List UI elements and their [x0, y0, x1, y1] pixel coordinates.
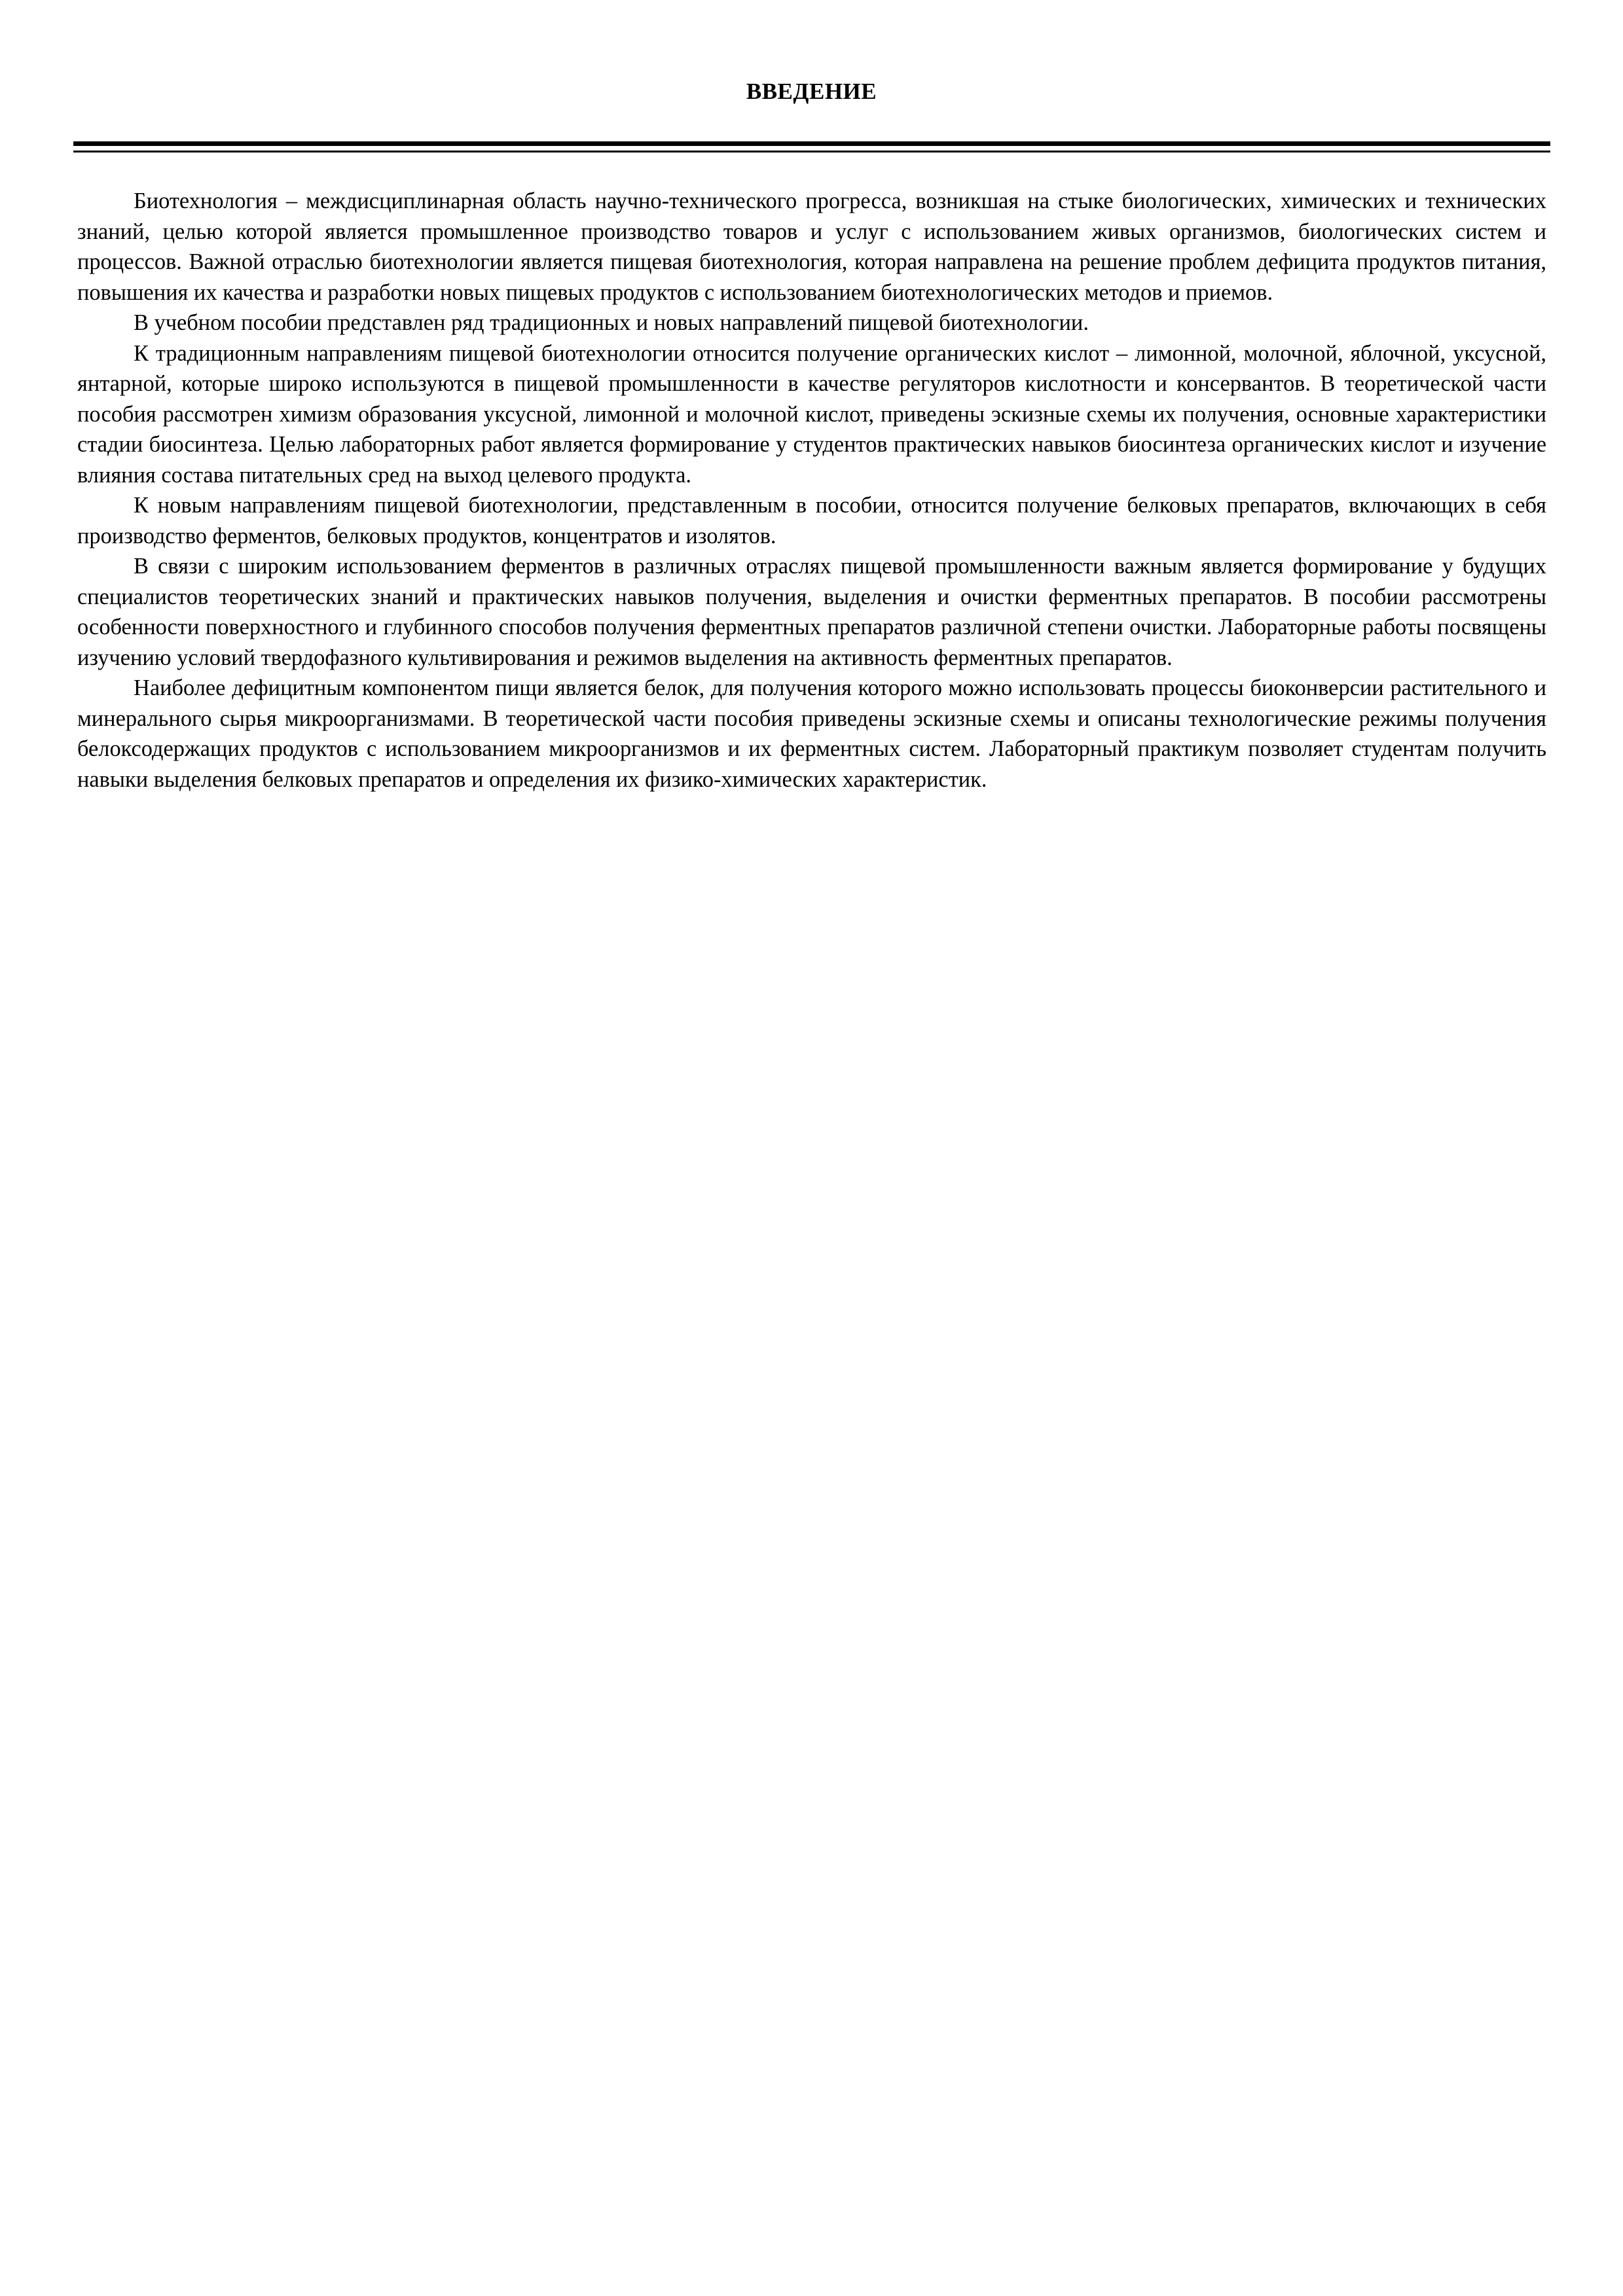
- paragraph: Биотехнология – междисциплинарная область научно-технического прогресса, возникшая на стыке биологических, химических и технических знаний, целью которой является промышленное производство товаров и услуг с использованием живых организмов, биологических систем и процессов. Важной отраслью биотехнологии является пищевая биотехнология, которая направлена на решение проблем дефицита продуктов питания, повышения их качества и разработки новых пищевых продуктов с использованием биотехнологических методов и приемов.: [77, 188, 1546, 305]
- paragraph: К новым направлениям пищевой биотехнологии, представленным в пособии, относится получение белковых препаратов, включающих в себя производство ферментов, белковых продуктов, концентратов и изолятов.: [77, 493, 1546, 548]
- paragraph: К традиционным направлениям пищевой биотехнологии относится получение органических кислот – лимонной, молочной, яблочной, уксусной, янтарной, которые широко используются в пищевой промышленности в качестве регуляторов кислотности и консервантов. В теоретической части пособия рассмотрен химизм образования уксусной, лимонной и молочной кислот, приведены эскизные схемы их получения, основные характеристики стадии биосинтеза. Целью лабораторных работ является формирование у студентов практических навыков биосинтеза органических кислот и изучение влияния состава питательных сред на выход целевого продукта.: [77, 340, 1546, 488]
- paragraph: В связи с широким использованием ферментов в различных отраслях пищевой промышленности важным является формирование у будущих специалистов теоретических знаний и практических навыков получения, выделения и очистки ферментных препаратов. В пособии рассмотрены особенности поверхностного и глубинного способов получения ферментных препаратов различной степени очистки. Лабораторные работы посвящены изучению условий твердофазного культивирования и режимов выделения на активность ферментных препаратов.: [77, 554, 1546, 670]
- header-rule-thick: [73, 141, 1550, 146]
- paragraph: Наиболее дефицитным компонентом пищи является белок, для получения которого можно использовать процессы биоконверсии растительного и минерального сырья микроорганизмами. В теоретической части пособия приведены эскизные схемы и описаны технологические режимы получения белоксодержащих продуктов с использованием микроорганизмов и их ферментных систем. Лабораторный практикум позволяет студентам получить навыки выделения белковых препаратов и определения их физико-химических характеристик.: [77, 675, 1546, 792]
- document-body: [77, 186, 1546, 795]
- page-title: ВВЕДЕНИЕ: [746, 79, 877, 104]
- paragraph: В учебном пособии представлен ряд традиционных и новых направлений пищевой биотехнологии.: [134, 310, 1089, 335]
- header-rule-thin: [73, 151, 1550, 152]
